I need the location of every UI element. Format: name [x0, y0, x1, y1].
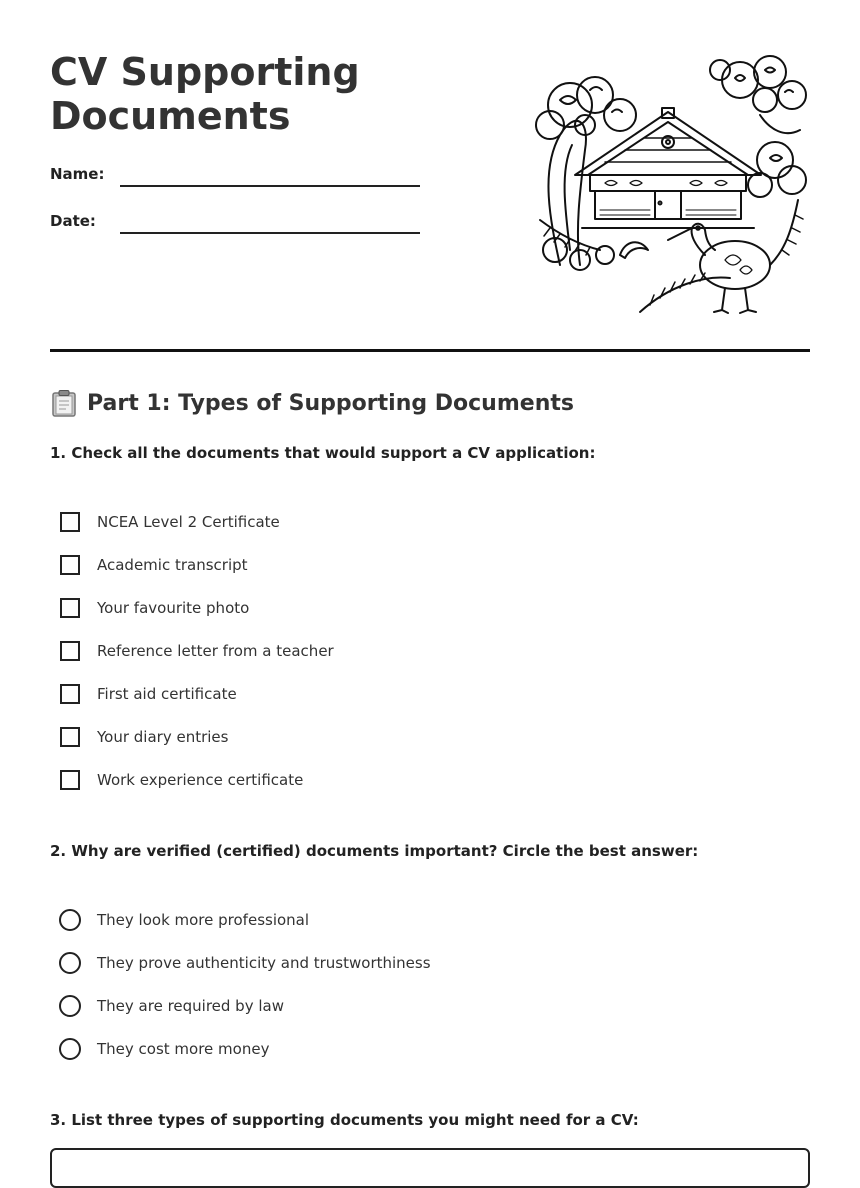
title-line-1: CV Supporting — [50, 50, 360, 94]
option-label: Reference letter from a teacher — [97, 642, 334, 660]
q2-option-1[interactable] — [60, 907, 309, 933]
option-label: Your favourite photo — [97, 599, 250, 617]
radio[interactable] — [59, 952, 81, 974]
radio[interactable] — [59, 909, 81, 931]
title-line-2: Documents — [50, 94, 291, 138]
radio[interactable] — [59, 995, 81, 1017]
name-field — [50, 165, 470, 189]
checkbox[interactable] — [60, 512, 80, 532]
checkbox[interactable] — [60, 770, 80, 790]
page-title — [50, 50, 470, 138]
q1-option-5[interactable] — [60, 681, 237, 707]
q1-option-2[interactable] — [60, 552, 248, 578]
checkbox[interactable] — [60, 555, 80, 575]
option-label: They are required by law — [97, 997, 284, 1015]
part1-header — [50, 386, 574, 420]
q1-option-7[interactable] — [60, 767, 303, 793]
checkbox[interactable] — [60, 598, 80, 618]
q1-option-1[interactable] — [60, 509, 280, 535]
option-label: First aid certificate — [97, 685, 237, 703]
date-field — [50, 212, 470, 236]
checkbox[interactable] — [60, 641, 80, 661]
name-label: Name: — [50, 165, 105, 183]
radio[interactable] — [59, 1038, 81, 1060]
q2-option-3[interactable] — [60, 993, 284, 1019]
option-label: They prove authenticity and trustworthiness — [97, 954, 431, 972]
checkbox[interactable] — [60, 684, 80, 704]
q1-option-4[interactable] — [60, 638, 334, 664]
q1-option-3[interactable] — [60, 595, 249, 621]
question-3: 3. List three types of supporting documents you might need for a CV: — [50, 1111, 639, 1129]
wharenui-kiwi-illustration-icon — [530, 50, 810, 320]
date-input-line[interactable] — [120, 232, 420, 234]
option-label: NCEA Level 2 Certificate — [97, 513, 280, 531]
question-1: 1. Check all the documents that would support a CV application: — [50, 444, 596, 462]
option-label: They cost more money — [97, 1040, 270, 1058]
date-label: Date: — [50, 212, 96, 230]
q1-option-6[interactable] — [60, 724, 228, 750]
q3-answer-box[interactable] — [50, 1148, 810, 1188]
option-label: Academic transcript — [97, 556, 248, 574]
question-2: 2. Why are verified (certified) documents important? Circle the best answer: — [50, 842, 699, 860]
name-input-line[interactable] — [120, 185, 420, 187]
q2-option-4[interactable] — [60, 1036, 269, 1062]
part1-title: Part 1: Types of Supporting Documents — [87, 390, 574, 416]
option-label: Your diary entries — [97, 728, 229, 746]
option-label: They look more professional — [97, 911, 310, 929]
clipboard-icon — [50, 389, 78, 417]
option-label: Work experience certificate — [97, 771, 304, 789]
section-divider — [50, 349, 810, 352]
checkbox[interactable] — [60, 727, 80, 747]
q2-option-2[interactable] — [60, 950, 431, 976]
